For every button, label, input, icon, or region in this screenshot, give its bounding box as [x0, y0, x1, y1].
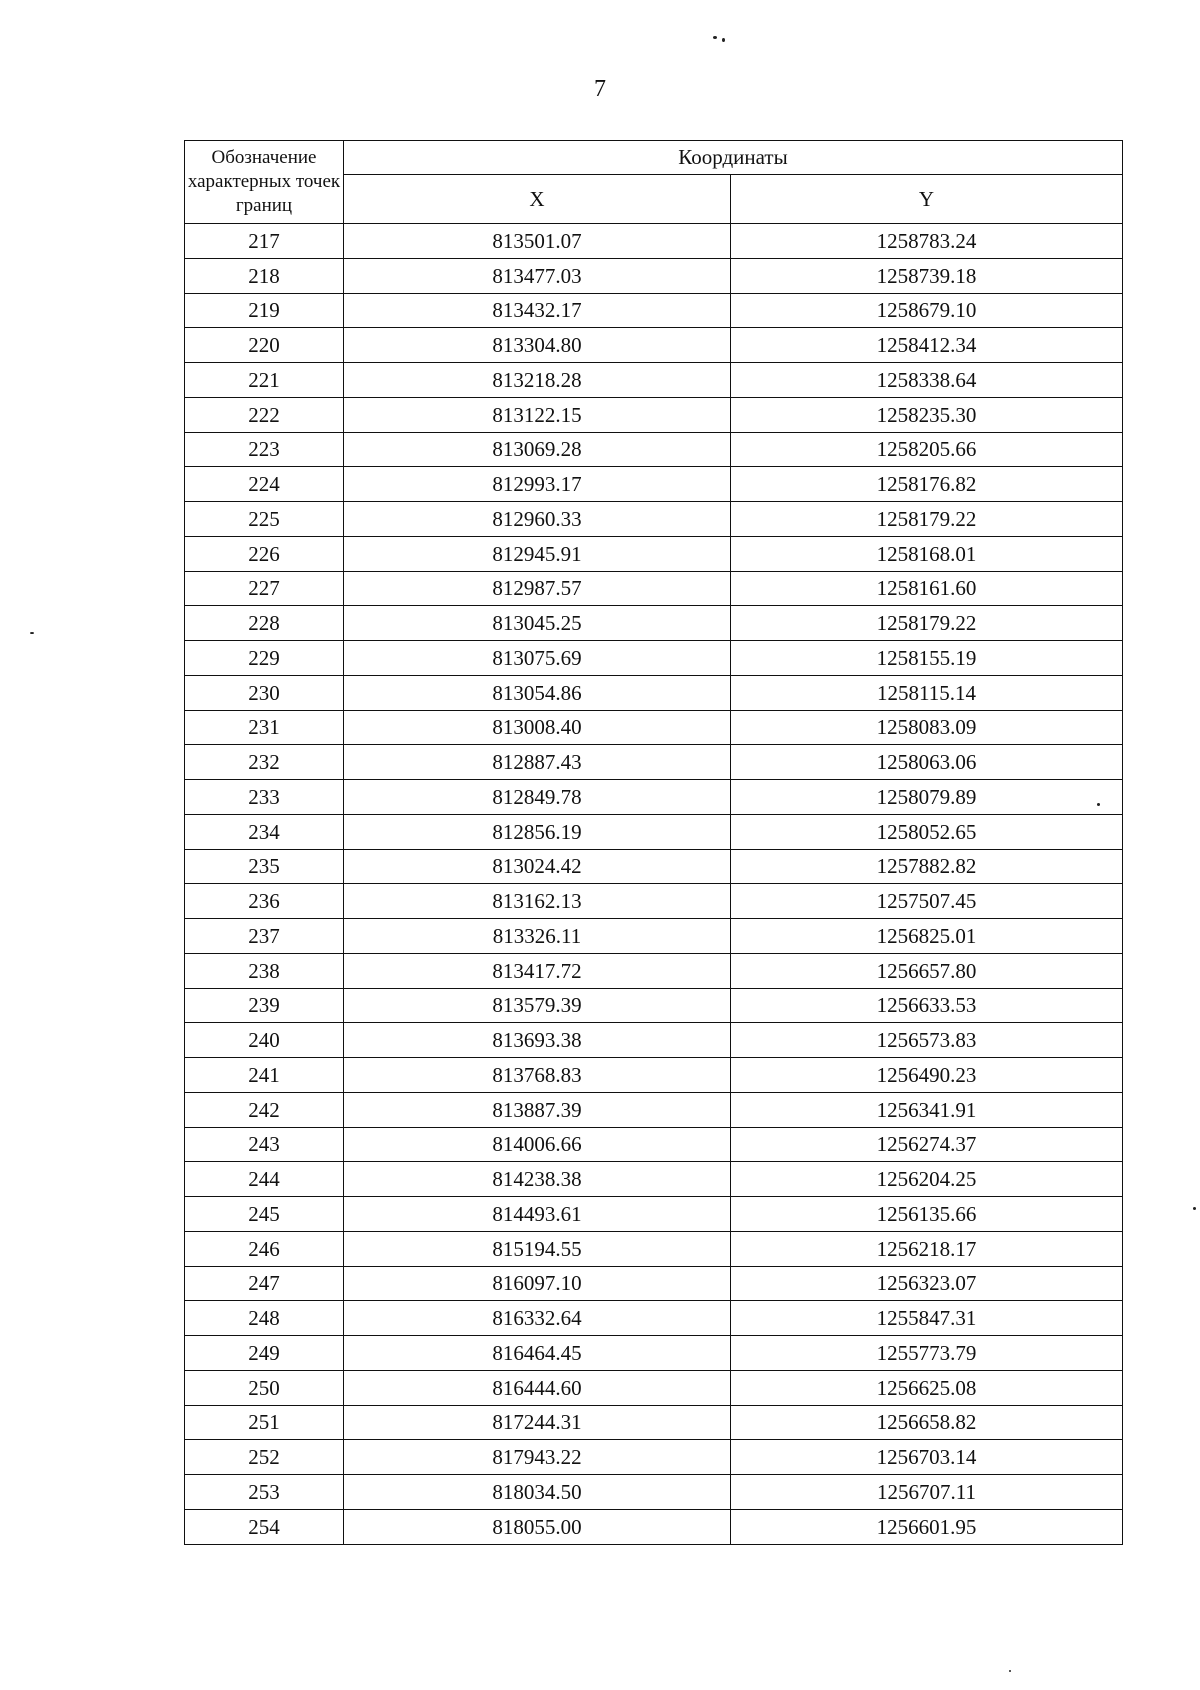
x-coordinate-cell: 813162.13	[344, 884, 731, 919]
x-coordinate-cell: 816097.10	[344, 1266, 731, 1301]
table-row	[185, 1127, 1123, 1162]
y-coordinate-cell: 1256633.53	[731, 988, 1123, 1023]
x-coordinate-cell: 813024.42	[344, 849, 731, 884]
x-coordinate-cell: 814006.66	[344, 1127, 731, 1162]
table-row	[185, 1301, 1123, 1336]
table-row	[185, 1509, 1123, 1544]
page-number: 7	[594, 76, 606, 102]
x-coordinate-cell: 812856.19	[344, 814, 731, 849]
y-coordinate-cell: 1256323.07	[731, 1266, 1123, 1301]
scan-speck	[1009, 1670, 1011, 1672]
table-row	[185, 1336, 1123, 1371]
table-row	[185, 675, 1123, 710]
y-coordinate-cell: 1258739.18	[731, 258, 1123, 293]
scan-speck	[30, 632, 34, 634]
x-coordinate-cell: 816332.64	[344, 1301, 731, 1336]
table-row	[185, 1197, 1123, 1232]
header-row-top	[185, 141, 1123, 175]
point-cell: 217	[185, 224, 344, 259]
x-coordinate-cell: 816444.60	[344, 1370, 731, 1405]
y-coordinate-cell: 1256218.17	[731, 1231, 1123, 1266]
y-coordinate-cell: 1258063.06	[731, 745, 1123, 780]
point-cell: 240	[185, 1023, 344, 1058]
point-cell: 236	[185, 884, 344, 919]
table-row	[185, 397, 1123, 432]
table-header	[185, 141, 1123, 224]
table-row	[185, 1058, 1123, 1093]
x-coordinate-cell: 812960.33	[344, 502, 731, 537]
x-coordinate-cell: 813477.03	[344, 258, 731, 293]
point-cell: 218	[185, 258, 344, 293]
x-coordinate-cell: 813122.15	[344, 397, 731, 432]
table-row	[185, 919, 1123, 954]
point-cell: 231	[185, 710, 344, 745]
table-row	[185, 884, 1123, 919]
table-row	[185, 1475, 1123, 1510]
point-cell: 233	[185, 780, 344, 815]
header-x: X	[344, 175, 731, 224]
x-coordinate-cell: 813768.83	[344, 1058, 731, 1093]
header-point-designation: Обозначение характерных точек границ	[185, 141, 344, 224]
y-coordinate-cell: 1255773.79	[731, 1336, 1123, 1371]
y-coordinate-cell: 1256707.11	[731, 1475, 1123, 1510]
x-coordinate-cell: 813579.39	[344, 988, 731, 1023]
point-cell: 225	[185, 502, 344, 537]
table-row	[185, 432, 1123, 467]
y-coordinate-cell: 1258083.09	[731, 710, 1123, 745]
point-cell: 229	[185, 641, 344, 676]
y-coordinate-cell: 1256274.37	[731, 1127, 1123, 1162]
y-coordinate-cell: 1258783.24	[731, 224, 1123, 259]
y-coordinate-cell: 1258079.89	[731, 780, 1123, 815]
x-coordinate-cell: 813693.38	[344, 1023, 731, 1058]
table-row	[185, 606, 1123, 641]
x-coordinate-cell: 813069.28	[344, 432, 731, 467]
y-coordinate-cell: 1258168.01	[731, 536, 1123, 571]
point-cell: 228	[185, 606, 344, 641]
table-row	[185, 1266, 1123, 1301]
y-coordinate-cell: 1258205.66	[731, 432, 1123, 467]
point-cell: 241	[185, 1058, 344, 1093]
y-coordinate-cell: 1258679.10	[731, 293, 1123, 328]
point-cell: 234	[185, 814, 344, 849]
point-cell: 222	[185, 397, 344, 432]
y-coordinate-cell: 1258179.22	[731, 502, 1123, 537]
y-coordinate-cell: 1256825.01	[731, 919, 1123, 954]
x-coordinate-cell: 813045.25	[344, 606, 731, 641]
x-coordinate-cell: 813054.86	[344, 675, 731, 710]
table-row	[185, 502, 1123, 537]
scan-speck	[1097, 803, 1100, 806]
y-coordinate-cell: 1258338.64	[731, 363, 1123, 398]
table-row	[185, 710, 1123, 745]
x-coordinate-cell: 813326.11	[344, 919, 731, 954]
scan-speck	[722, 38, 725, 42]
x-coordinate-cell: 814238.38	[344, 1162, 731, 1197]
y-coordinate-cell: 1256135.66	[731, 1197, 1123, 1232]
y-coordinate-cell: 1256657.80	[731, 953, 1123, 988]
y-coordinate-cell: 1256341.91	[731, 1092, 1123, 1127]
table-row	[185, 849, 1123, 884]
table-row	[185, 328, 1123, 363]
x-coordinate-cell: 815194.55	[344, 1231, 731, 1266]
table-row	[185, 363, 1123, 398]
point-cell: 223	[185, 432, 344, 467]
x-coordinate-cell: 813417.72	[344, 953, 731, 988]
x-coordinate-cell: 817943.22	[344, 1440, 731, 1475]
point-cell: 252	[185, 1440, 344, 1475]
scan-speck	[1193, 1207, 1196, 1210]
point-cell: 254	[185, 1509, 344, 1544]
point-cell: 237	[185, 919, 344, 954]
table-row	[185, 1092, 1123, 1127]
table-row	[185, 571, 1123, 606]
x-coordinate-cell: 813501.07	[344, 224, 731, 259]
point-cell: 239	[185, 988, 344, 1023]
table-row	[185, 258, 1123, 293]
point-cell: 230	[185, 675, 344, 710]
point-cell: 244	[185, 1162, 344, 1197]
x-coordinate-cell: 813887.39	[344, 1092, 731, 1127]
point-cell: 249	[185, 1336, 344, 1371]
y-coordinate-cell: 1258412.34	[731, 328, 1123, 363]
x-coordinate-cell: 812887.43	[344, 745, 731, 780]
y-coordinate-cell: 1258115.14	[731, 675, 1123, 710]
point-cell: 248	[185, 1301, 344, 1336]
table-row	[185, 293, 1123, 328]
table-row	[185, 745, 1123, 780]
y-coordinate-cell: 1257882.82	[731, 849, 1123, 884]
y-coordinate-cell: 1256658.82	[731, 1405, 1123, 1440]
table-row	[185, 780, 1123, 815]
point-cell: 220	[185, 328, 344, 363]
header-y: Y	[731, 175, 1123, 224]
point-cell: 238	[185, 953, 344, 988]
x-coordinate-cell: 817244.31	[344, 1405, 731, 1440]
y-coordinate-cell: 1258176.82	[731, 467, 1123, 502]
x-coordinate-cell: 812987.57	[344, 571, 731, 606]
y-coordinate-cell: 1257507.45	[731, 884, 1123, 919]
point-cell: 243	[185, 1127, 344, 1162]
table-row	[185, 988, 1123, 1023]
point-cell: 250	[185, 1370, 344, 1405]
y-coordinate-cell: 1256703.14	[731, 1440, 1123, 1475]
point-cell: 253	[185, 1475, 344, 1510]
y-coordinate-cell: 1258052.65	[731, 814, 1123, 849]
x-coordinate-cell: 816464.45	[344, 1336, 731, 1371]
x-coordinate-cell: 818034.50	[344, 1475, 731, 1510]
y-coordinate-cell: 1256601.95	[731, 1509, 1123, 1544]
scan-speck	[713, 36, 717, 39]
coordinates-table	[184, 140, 1123, 1545]
y-coordinate-cell: 1258161.60	[731, 571, 1123, 606]
x-coordinate-cell: 813218.28	[344, 363, 731, 398]
y-coordinate-cell: 1255847.31	[731, 1301, 1123, 1336]
table-row	[185, 467, 1123, 502]
y-coordinate-cell: 1258235.30	[731, 397, 1123, 432]
point-cell: 221	[185, 363, 344, 398]
point-cell: 235	[185, 849, 344, 884]
point-cell: 219	[185, 293, 344, 328]
table-body	[185, 224, 1123, 1545]
table-row	[185, 1405, 1123, 1440]
x-coordinate-cell: 813008.40	[344, 710, 731, 745]
x-coordinate-cell: 812849.78	[344, 780, 731, 815]
point-cell: 246	[185, 1231, 344, 1266]
y-coordinate-cell: 1256573.83	[731, 1023, 1123, 1058]
point-cell: 226	[185, 536, 344, 571]
point-cell: 242	[185, 1092, 344, 1127]
table-row	[185, 1231, 1123, 1266]
point-cell: 232	[185, 745, 344, 780]
table-row	[185, 536, 1123, 571]
table-row	[185, 224, 1123, 259]
x-coordinate-cell: 812993.17	[344, 467, 731, 502]
point-cell: 245	[185, 1197, 344, 1232]
x-coordinate-cell: 813432.17	[344, 293, 731, 328]
table-row	[185, 1370, 1123, 1405]
y-coordinate-cell: 1258155.19	[731, 641, 1123, 676]
x-coordinate-cell: 813304.80	[344, 328, 731, 363]
point-cell: 224	[185, 467, 344, 502]
table-row	[185, 1023, 1123, 1058]
table-row	[185, 1162, 1123, 1197]
x-coordinate-cell: 818055.00	[344, 1509, 731, 1544]
y-coordinate-cell: 1256204.25	[731, 1162, 1123, 1197]
y-coordinate-cell: 1256490.23	[731, 1058, 1123, 1093]
y-coordinate-cell: 1256625.08	[731, 1370, 1123, 1405]
table-row	[185, 814, 1123, 849]
x-coordinate-cell: 814493.61	[344, 1197, 731, 1232]
header-coordinates: Координаты	[344, 141, 1123, 175]
point-cell: 227	[185, 571, 344, 606]
table-row	[185, 1440, 1123, 1475]
x-coordinate-cell: 812945.91	[344, 536, 731, 571]
table-row	[185, 953, 1123, 988]
y-coordinate-cell: 1258179.22	[731, 606, 1123, 641]
table-row	[185, 641, 1123, 676]
point-cell: 247	[185, 1266, 344, 1301]
point-cell: 251	[185, 1405, 344, 1440]
x-coordinate-cell: 813075.69	[344, 641, 731, 676]
